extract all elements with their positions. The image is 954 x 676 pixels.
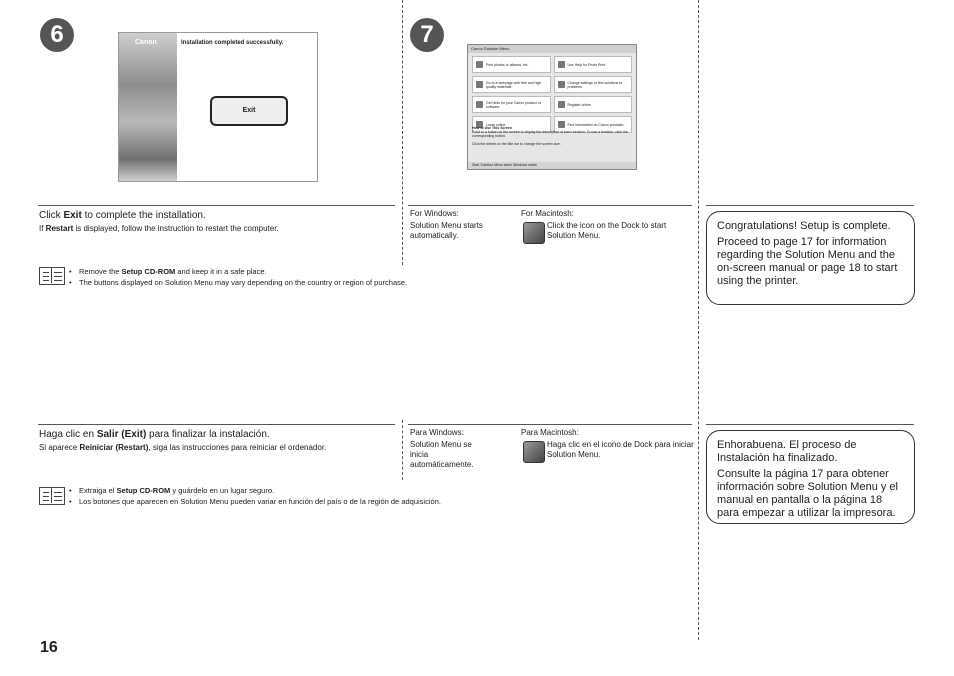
es-windows-text: Solution Menu se inicia automáticamente. (410, 440, 474, 469)
register-icon (558, 101, 565, 108)
note-icon (39, 267, 65, 285)
menu-footer: Start Solution Menu when Windows starts (468, 162, 636, 169)
step-7-badge: 7 (410, 18, 444, 52)
menu-item[interactable]: Print photos or albums, etc. (472, 56, 551, 73)
section-rule (38, 424, 395, 425)
note-item: • Remove the Setup CD-ROM and keep it in a safe place. (67, 266, 687, 277)
menu-item[interactable]: Learn online. (472, 116, 551, 133)
note-item: • Extraiga el Setup CD-ROM y guárdelo en un lugar seguro. (67, 485, 687, 496)
menu-item[interactable]: Find information on Canon products. (554, 116, 633, 133)
en-windows-label: For Windows: (410, 209, 459, 218)
menu-item[interactable]: Register online. (554, 96, 633, 113)
es-congrats-box: Enhorabuena. El proceso de Instalación ha finalizado. Consulte la página 17 para obtener información sobre Solution Menu y el manual en pantalla o la página 18 para empezar a utilizar la impresora. (706, 430, 915, 524)
menu-description: How to Use This Screen Point to a button on the screen to display the description of each function. To use a function, click the corresponding button. Click the delete on the title bar to change the screen size. (472, 126, 628, 146)
canon-logo: Canon (135, 39, 157, 46)
solution-menu-screenshot (467, 44, 637, 170)
finder-dock-icon (523, 441, 545, 463)
help-icon (558, 61, 565, 68)
install-complete-screenshot (118, 32, 318, 182)
note-icon (39, 487, 65, 505)
en-notes (67, 266, 687, 288)
hint-icon (476, 101, 483, 108)
en-instruction: Click Exit to complete the installation. (39, 210, 206, 221)
es-mac-text: Haga clic en el icono de Dock para iniciar Solution Menu. (547, 440, 694, 459)
step-6-badge: 6 (40, 18, 74, 52)
es-notes (67, 485, 687, 507)
note-item: • The buttons displayed on Solution Menu may vary depending on the country or region of purchase. (67, 277, 687, 288)
menu-item[interactable]: Go to a webpage with free and high quality materials (472, 76, 551, 93)
note-item: • Los botones que aparecen en Solution Menu pueden variar en función del país o de la región de adquisición. (67, 496, 687, 507)
column-divider (402, 420, 403, 480)
es-instruction: Haga clic en Salir (Exit) para finalizar la instalación. (39, 429, 270, 440)
web-icon (476, 81, 483, 88)
en-mac-text: Click the icon on the Dock to start Solution Menu. (547, 221, 667, 240)
exit-button[interactable]: Exit (210, 96, 288, 126)
menu-item[interactable]: Change settings or find solutions to problems. (554, 76, 633, 93)
en-congrats-box: Congratulations! Setup is complete. Proceed to page 17 for information regarding the Solution Menu and the on-screen manual or page 18 to start using the printer. (706, 211, 915, 305)
window-title: Canon Solution Menu (468, 45, 636, 53)
section-rule (38, 205, 395, 206)
finder-dock-icon (523, 222, 545, 244)
menu-item[interactable]: Use Help for Photo Print (554, 56, 633, 73)
section-rule (408, 205, 692, 206)
settings-icon (558, 81, 565, 88)
print-icon (476, 61, 483, 68)
en-restart-note: If Restart is displayed, follow the instruction to restart the computer. (39, 224, 279, 233)
en-windows-text: Solution Menu starts automatically. (410, 221, 483, 240)
menu-grid (472, 56, 632, 133)
section-rule (706, 205, 914, 206)
column-divider (698, 0, 699, 640)
en-mac-label: For Macintosh: (521, 209, 574, 218)
es-mac-label: Para Macintosh: (521, 428, 579, 437)
es-windows-label: Para Windows: (410, 428, 464, 437)
menu-item[interactable]: Get hints for your Canon product or software. (472, 96, 551, 113)
section-rule (706, 424, 914, 425)
section-rule (408, 424, 692, 425)
install-message: Installation completed successfully. (181, 40, 284, 46)
es-restart-note: Si aparece Reiniciar (Restart), siga las instrucciones para reiniciar el ordenador. (39, 443, 327, 452)
photo-collage (119, 33, 177, 181)
column-divider (402, 0, 403, 265)
page-number: 16 (40, 639, 58, 656)
